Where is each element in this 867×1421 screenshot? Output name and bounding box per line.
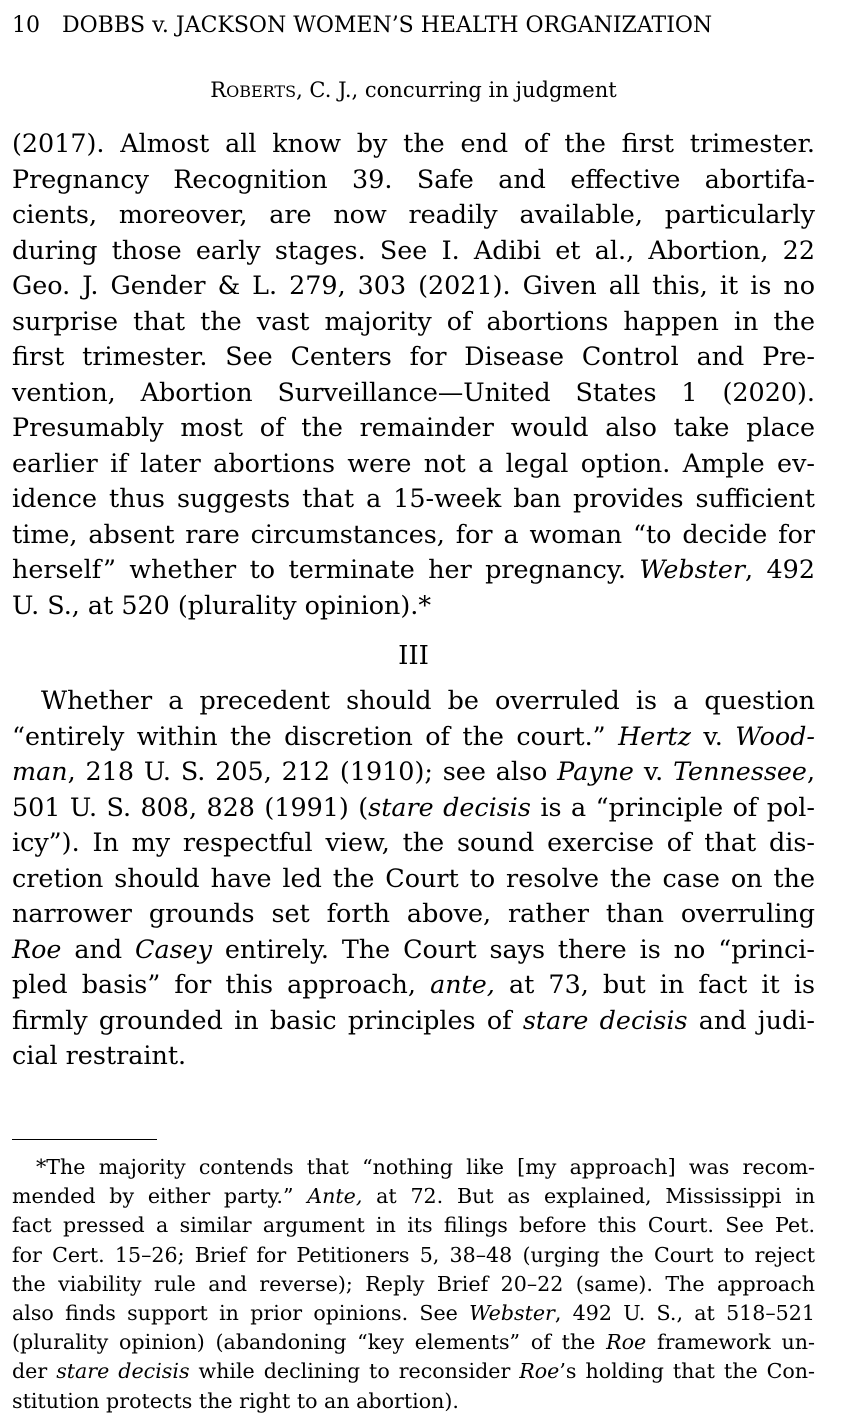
case-citation: Payne — [557, 756, 634, 786]
case-citation: Tennessee — [673, 756, 807, 786]
latin-term: stare decisis — [368, 791, 531, 822]
case-citation: Webster — [639, 554, 746, 584]
footnote-line — [12, 1357, 815, 1386]
footnote-line — [12, 1182, 815, 1211]
running-header — [12, 12, 852, 40]
text-span: and — [61, 933, 136, 964]
text-span: also finds support in prior opinions. See — [12, 1300, 470, 1325]
running-title: DOBBS v. JACKSON WOMEN’S HEALTH ORGANIZATION — [62, 13, 713, 38]
case-citation: Roe — [519, 1359, 560, 1384]
text-line — [12, 967, 815, 1003]
case-citation: Hertz — [618, 720, 691, 751]
text-line: time, absent rare circumstances, for a woman “to decide for — [12, 518, 815, 549]
text-span: , — [806, 756, 816, 786]
text-span: at 73, but in fact it is — [494, 969, 815, 999]
text-span: is a “principle of pol- — [530, 791, 815, 822]
citation-signal: ante, — [430, 969, 495, 999]
text-span: , 492 U. S., at 518–521 — [554, 1300, 815, 1325]
page-number: 10 — [12, 13, 40, 38]
text-line: cients, moreover, are now readily available, particularly — [12, 199, 815, 229]
text-span: pled basis” for this approach, — [12, 969, 431, 999]
text-span: v. — [633, 756, 674, 786]
opinion-author-line — [0, 76, 827, 106]
latin-term: stare decisis — [522, 1004, 688, 1035]
text-line: earlier if later abortions were not a legal option. Ample ev- — [12, 447, 815, 478]
text-line — [12, 932, 815, 968]
text-span: “entirely within the discretion of the court.” — [12, 720, 619, 751]
footnote-line: the viability rule and reverse); Reply Brief 20–22 (same). The approach — [12, 1271, 815, 1296]
text-line: (2017). Almost all know by the end of the first trimester. — [12, 128, 815, 158]
text-line: cial restraint. — [12, 1040, 187, 1070]
text-line — [12, 552, 815, 588]
text-span: and judi- — [687, 1004, 815, 1035]
text-line — [12, 790, 815, 826]
paragraph — [12, 683, 815, 1074]
author-name-smallcaps: OBERTS — [226, 82, 297, 101]
text-line: Geo. J. Gender & L. 279, 303 (2021). Given all this, it is no — [12, 270, 815, 300]
footnote-line — [12, 1299, 815, 1328]
text-line: Pregnancy Recognition 39. Safe and effective abortifa- — [12, 163, 815, 194]
text-line: cretion should have led the Court to resolve the case on the — [12, 862, 815, 893]
case-citation: man — [12, 756, 68, 786]
text-span: 501 U. S. 808, 828 (1991) ( — [12, 791, 369, 822]
latin-term: stare decisis — [56, 1359, 190, 1384]
text-line: icy”). In my respectful view, the sound exercise of that dis- — [12, 827, 815, 857]
text-span: ’s holding that the Con- — [559, 1359, 815, 1384]
paragraph-continued — [12, 126, 815, 623]
text-span: v. — [690, 720, 736, 751]
footnote-line — [12, 1328, 815, 1357]
case-citation: Wood- — [735, 720, 815, 751]
text-span: herself” whether to terminate her pregnancy. — [12, 554, 640, 584]
text-span: while declining to reconsider — [189, 1359, 520, 1384]
text-span: , 492 — [745, 554, 815, 584]
text-span: (plurality opinion) (abandoning “key elements” of the — [12, 1330, 607, 1355]
text-span: , 218 U. S. 205, 212 (1910); see also — [67, 756, 558, 786]
text-line: idence thus suggests that a 15-week ban provides sufficient — [12, 483, 815, 513]
text-span: firmly grounded in basic principles of — [12, 1004, 523, 1035]
text-line: first trimester. See Centers for Disease Control and Pre- — [12, 341, 815, 371]
section-heading: III — [398, 641, 429, 671]
text-line: vention, Abortion Surveillance—United States 1 (2020). — [12, 376, 815, 407]
text-span: der — [12, 1359, 57, 1384]
footnote-line: for Cert. 15–26; Brief for Petitioners 5, 38–48 (urging the Court to reject — [12, 1242, 815, 1267]
case-citation: Webster — [469, 1300, 555, 1325]
author-suffix: , C. J., concurring in judgment — [296, 78, 617, 102]
author-initial: R — [210, 78, 227, 102]
text-line — [12, 719, 815, 755]
text-span: framework un- — [646, 1330, 815, 1355]
case-citation: Casey — [135, 933, 212, 964]
text-line: surprise that the vast majority of abortions happen in the — [12, 305, 815, 336]
footnote — [12, 1153, 815, 1416]
footnote-line: stitution protects the right to an abortion). — [12, 1388, 459, 1413]
text-line — [12, 1003, 815, 1039]
case-citation: Roe — [606, 1330, 647, 1355]
text-span: entirely. The Court says there is no “princi- — [212, 933, 815, 964]
footnote-line: fact pressed a similar argument in its filings before this Court. See Pet. — [12, 1213, 815, 1238]
citation-signal: Ante, — [307, 1184, 363, 1209]
footnote-divider — [12, 1139, 157, 1140]
text-line — [12, 754, 815, 790]
text-span: at 72. But as explained, Mississippi in — [362, 1184, 815, 1209]
text-line: Presumably most of the remainder would also take place — [12, 412, 815, 442]
text-line: during those early stages. See I. Adibi et al., Abortion, 22 — [12, 234, 815, 265]
text-span: mended by either party.” — [12, 1184, 308, 1209]
text-line: U. S., at 520 (plurality opinion).* — [12, 589, 432, 620]
text-line: narrower grounds set forth above, rather than overruling — [12, 898, 815, 928]
text-line: Whether a precedent should be overruled is a question — [41, 685, 815, 715]
footnote-line: *The majority contends that “nothing like [my approach] was recom- — [36, 1155, 815, 1179]
case-citation: Roe — [12, 933, 62, 964]
